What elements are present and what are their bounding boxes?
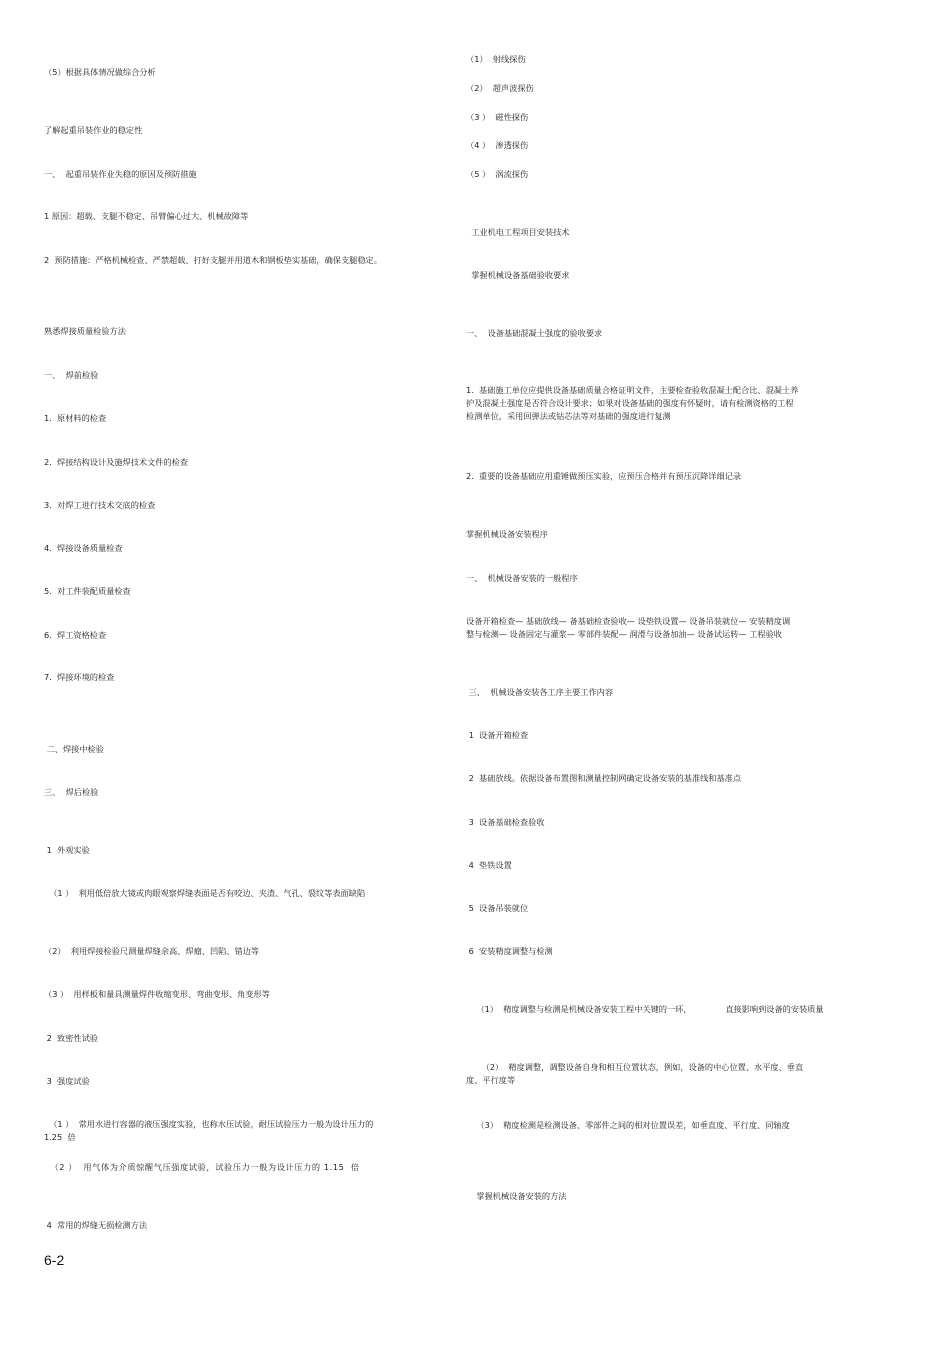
list-item: （3 ） 磁性探伤 [466,112,529,122]
text-line: 5. 对工件装配质量检查 [44,586,131,596]
section-heading: 掌握机械设备基础验收要求 [466,270,570,280]
text-line: 2 致密性试验 [44,1033,98,1043]
text-line: 1. 基础施工单位应提供设备基础质量合格证明文件，主要检查验收混凝土配合比、混凝土养护及混凝土强度是否符合设计要求；如果对设备基础的强度有怀疑时，请有检测资格的工程检测单位，采用回弹法或钻芯法等对基础的强度进行复测 [466,385,799,421]
text-line: 一、 焊前检验 [44,370,99,380]
section-heading: 掌握机械设备安装的方法 [466,1191,567,1201]
text-line: 设备开箱检查— 基础放线— 备基础检查验收— 设垫铁设置— 设备吊装就位— 安装精度调整与检测— 设备固定与灌浆— 零部件装配— 润滑与设备加油— 设备试运转— 工程验收 [466,616,791,639]
text-line: （2） 利用焊接检验尺测量焊缝余高、焊瘤、凹陷、错边等 [44,946,260,956]
section-heading: 工业机电工程项目安装技术 [466,227,570,237]
text-line: 1 外观实验 [44,845,90,855]
text-line: （1） 精度调整与检测是机械设备安装工程中关键的一环， 直接影响到设备的安装质量 [466,1004,824,1014]
list-item: （4 ） 渗透探伤 [466,140,529,150]
text-line: （2） 精度调整，调整设备自身和相互位置状态，例如，设备的中心位置、水平度、垂直度、平行度等 [466,1062,804,1085]
section-heading: 了解起重吊装作业的稳定性 [44,125,143,135]
list-item: （1） 射线探伤 [466,54,526,64]
text-line: 2. 焊接结构设计及施焊技术文件的检查 [44,457,189,467]
text-line: （2 ） 用气体为介质惊醒气压强度试验，试验压力一般为设计压力的 1.15 倍 [44,1162,360,1172]
text-line: （3） 精度检测是检测设备、零部件之间的相对位置误差，如垂直度、平行度、同轴度 [466,1120,790,1130]
list-item: （2） 超声波探伤 [466,83,534,93]
text-line: 一、 设备基础混凝土强度的验收要求 [466,328,603,338]
text-line: 三、 机械设备安装各工序主要工作内容 [466,687,614,697]
text-line: （5）根据具体情况做综合分析 [44,67,156,77]
text-line: 2 基础放线。依据设备布置图和测量控制网确定设备安装的基准线和基准点 [466,773,742,783]
text-line: 一、 机械设备安装的一般程序 [466,573,578,583]
text-line: 6 安装精度调整与检测 [466,946,553,956]
text-line: 2. 重要的设备基础应用重锤做预压实验，应预压合格并有预压沉降详细记录 [466,471,742,481]
text-line: 1. 原材料的检查 [44,413,107,423]
page-number: 6-2 [44,1252,65,1268]
text-line: 7. 焊接环境的检查 [44,672,115,682]
text-line: 1 原因：超载、支腿不稳定、吊臂偏心过大、机械故障等 [44,211,249,221]
text-line: 4 常用的焊缝无损检测方法 [44,1220,148,1230]
section-heading: 掌握机械设备安装程序 [466,529,548,539]
text-line: 3. 对焊工进行技术交底的检查 [44,500,156,510]
text-line: （1 ） 常用水进行容器的液压强度实验，也称水压试验，耐压试验压力一般为设计压力的 1.25 倍 [44,1119,384,1142]
text-line: 二、焊接中检验 [44,744,104,754]
text-line: （1 ） 利用低倍放大镜或肉眼观察焊缝表面是否有咬边、夹渣、气孔、裂纹等表面缺陷 [44,888,366,898]
text-line: 3 强度试验 [44,1076,90,1086]
text-line: 3 设备基础检查验收 [466,817,545,827]
section-heading: 熟悉焊接质量检验方法 [44,326,126,336]
text-line: 1 设备开箱检查 [466,730,529,740]
text-line: （3 ） 用样板和量具测量焊件收缩变形、弯曲变形、角变形等 [44,989,270,999]
text-line: 一、 起重吊装作业失稳的原因及预防措施 [44,169,197,179]
text-line: 6. 焊工资格检查 [44,630,107,640]
text-line: 2 预防措施：严格机械检查、严禁超载、打好支腿并用道木和钢板垫实基础，确保支腿稳定。 [44,255,382,265]
text-line: 三、 焊后检验 [44,787,99,797]
list-item: （5 ） 涡流探伤 [466,169,529,179]
text-line: 4 垫铁设置 [466,860,512,870]
text-line: 5 设备吊装就位 [466,903,529,913]
text-line: 4. 焊接设备质量检查 [44,543,123,553]
